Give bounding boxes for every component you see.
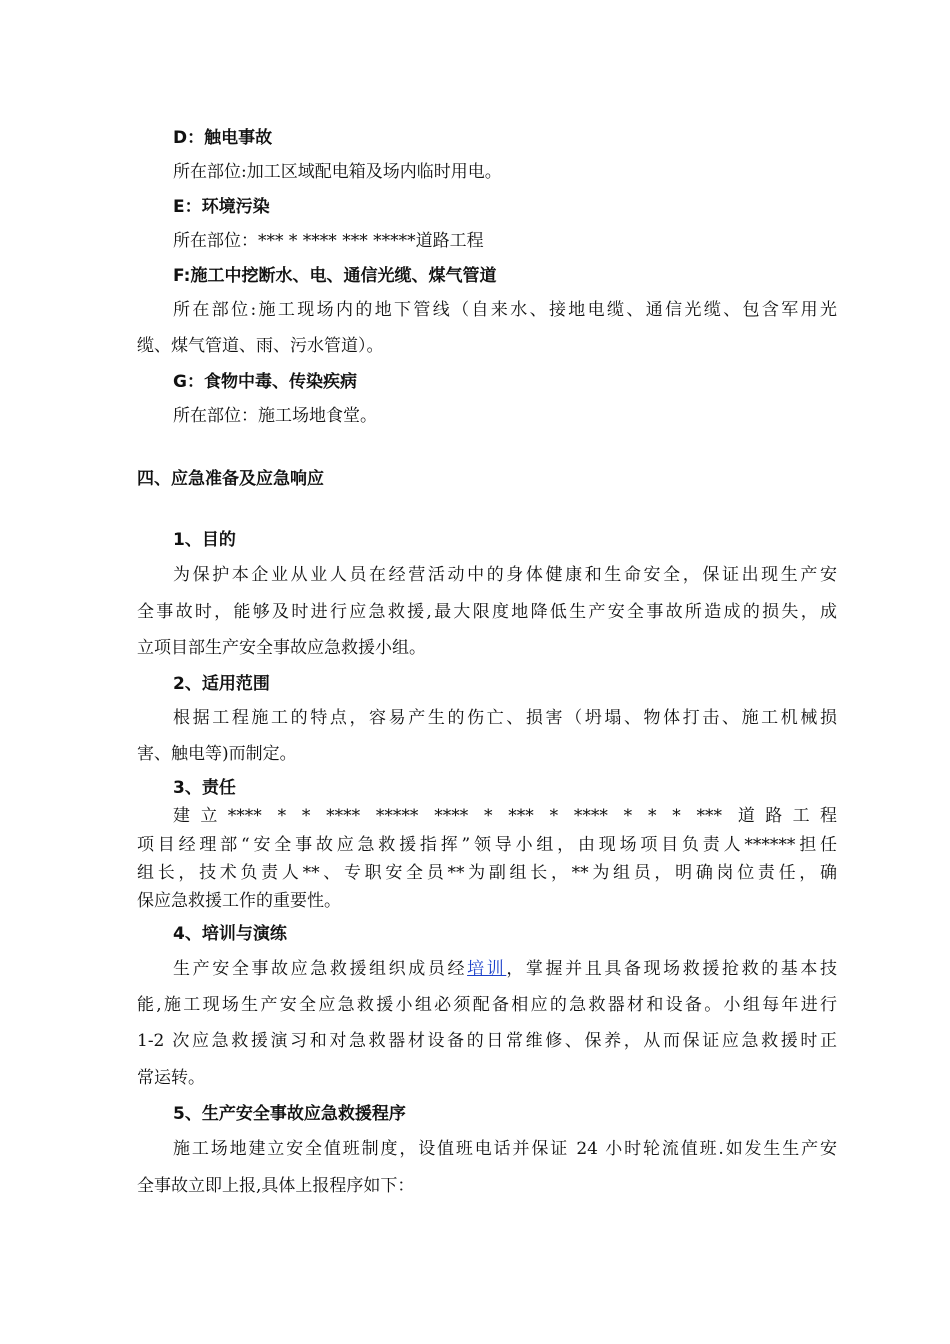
training-link[interactable]: 培训 — [467, 959, 507, 979]
subsection-4-line1 — [173, 957, 837, 981]
section-4-title: 四、应急准备及应急响应 — [137, 469, 324, 489]
subsection-4-line1-text-b: ，掌握并且具备现场救援抢救的基本技 — [506, 959, 838, 979]
item-d-heading: D：触电事故 — [173, 128, 273, 148]
subsection-3-line2: 项目经理部“安全事故应急救援指挥”领导小组，由现场项目负责人******担任 — [137, 835, 837, 855]
subsection-4-line1-text-a: 生产安全事故应急救援组织成员经 — [173, 959, 468, 979]
item-f-location-line2: 缆、煤气管道、雨、污水管道）。 — [137, 336, 384, 356]
subsection-2-title: 2、适用范围 — [173, 674, 270, 694]
subsection-5-line2: 全事故立即上报,具体上报程序如下： — [137, 1176, 415, 1196]
subsection-1-line3: 立项目部生产安全事故应急救援小组。 — [137, 638, 426, 658]
subsection-4-line2: 能,施工现场生产安全应急救援小组必须配备相应的急救器材和设备。小组每年进行 — [137, 995, 837, 1015]
subsection-3-line4: 保应急救援工作的重要性。 — [137, 891, 341, 911]
item-g-location: 所在部位：施工场地食堂。 — [173, 406, 377, 426]
subsection-5-line1: 施工场地建立安全值班制度，设值班电话并保证 24 小时轮流值班.如发生生产安 — [173, 1139, 837, 1159]
subsection-3-line1: 建立**** * * **** ***** **** * *** * **** * * * *** 道路工程 — [173, 806, 837, 826]
item-f-heading: F:施工中挖断水、电、通信光缆、煤气管道 — [173, 266, 497, 286]
subsection-4-line4: 常运转。 — [137, 1068, 205, 1088]
item-d-location: 所在部位:加工区域配电箱及场内临时用电。 — [173, 162, 502, 182]
subsection-1-line2: 全事故时，能够及时进行应急救援,最大限度地降低生产安全事故所造成的损失，成 — [137, 602, 837, 622]
item-g-heading: G：食物中毒、传染疾病 — [173, 372, 357, 392]
item-f-location-line1: 所在部位:施工现场内的地下管线（自来水、接地电缆、通信光缆、包含军用光 — [173, 300, 837, 320]
subsection-2-line1: 根据工程施工的特点，容易产生的伤亡、损害（坍塌、物体打击、施工机械损 — [173, 708, 837, 728]
subsection-3-title: 3、责任 — [173, 778, 236, 798]
item-e-location: 所在部位：*** * **** *** *****道路工程 — [173, 231, 484, 251]
item-e-heading: E：环境污染 — [173, 197, 270, 217]
subsection-4-title: 4、培训与演练 — [173, 924, 287, 944]
subsection-3-line3: 组长，技术负责人**、专职安全员**为副组长，**为组员，明确岗位责任，确 — [137, 863, 837, 883]
subsection-2-line2: 害、触电等)而制定。 — [137, 744, 297, 764]
subsection-4-line3: 1-2 次应急救援演习和对急救器材设备的日常维修、保养，从而保证应急救援时正 — [137, 1031, 837, 1051]
subsection-1-title: 1、目的 — [173, 530, 236, 550]
subsection-1-line1: 为保护本企业从业人员在经营活动中的身体健康和生命安全，保证出现生产安 — [173, 565, 837, 585]
subsection-5-title: 5、生产安全事故应急救援程序 — [173, 1104, 406, 1124]
